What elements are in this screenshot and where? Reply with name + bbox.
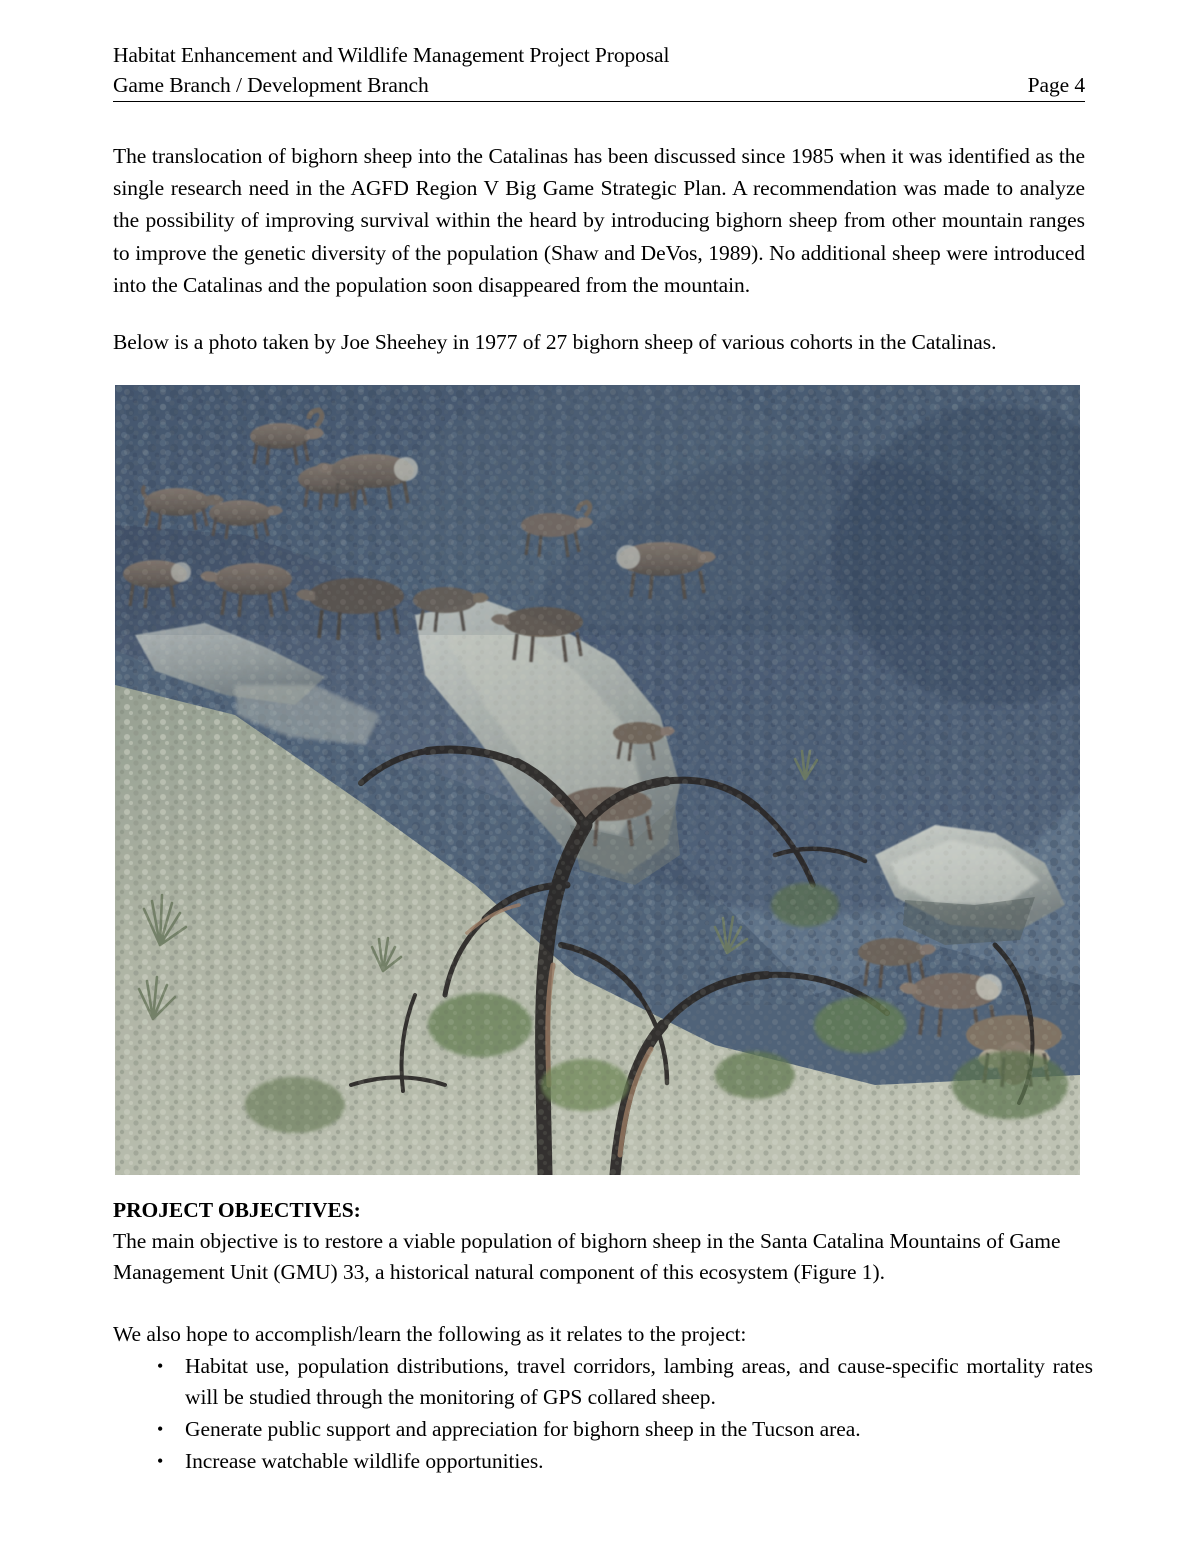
list-item-text: Habitat use, population distributions, travel corridors, lambing areas, and cause-specific mortality rates will be studied through the monitoring of GPS collared sheep. — [185, 1354, 1093, 1409]
header-branch-line — [113, 70, 1085, 100]
list-item — [113, 1414, 1093, 1445]
header-title: Habitat Enhancement and Wildlife Management Project Proposal — [113, 43, 670, 67]
paragraph-photo-caption: Below is a photo taken by Joe Sheehey in 1977 of 27 bighorn sheep of various cohorts in the Catalinas. — [113, 330, 997, 354]
page-number: Page 4 — [1027, 73, 1085, 97]
photograph-illustration — [115, 385, 1080, 1175]
header-title-line — [113, 40, 1085, 70]
page-header — [113, 40, 1085, 102]
list-item-text: Generate public support and appreciation for bighorn sheep in the Tucson area. — [185, 1417, 861, 1441]
bullet-glyph: • — [157, 1451, 164, 1471]
objectives-intro-text: We also hope to accomplish/learn the following as it relates to the project: — [113, 1322, 747, 1346]
header-divider — [113, 101, 1085, 102]
list-item — [113, 1446, 1093, 1477]
objectives-bullet-list — [113, 1351, 1093, 1477]
list-item-text: Increase watchable wildlife opportunities. — [185, 1449, 544, 1473]
bighorn-sheep-photograph — [115, 385, 1080, 1175]
header-branch: Game Branch / Development Branch — [113, 73, 429, 97]
paragraph-translocation-history: The translocation of bighorn sheep into the Catalinas has been discussed since 1985 when it was identified as the single research need in the AGFD Region V Big Game Strategic Plan. A recommendation was made to analyze the possibility of improving survival within the heard by introducing bighorn sheep from other mountain ranges to improve the genetic diversity of the population (Shaw and DeVos, 1989). No additional sheep were introduced into the Catalinas and the population soon disappeared from the mountain. — [113, 144, 1085, 297]
list-item — [113, 1351, 1093, 1413]
bullet-glyph: • — [157, 1356, 164, 1376]
bullet-glyph: • — [157, 1419, 164, 1439]
main-objective-text: The main objective is to restore a viable population of bighorn sheep in the Santa Catalina Mountains of Game Management Unit (GMU) 33, a historical natural component of this ecosystem (Figure 1). — [113, 1229, 1061, 1284]
project-objectives-section — [113, 1195, 1093, 1477]
project-objectives-heading: PROJECT OBJECTIVES: — [113, 1198, 361, 1222]
